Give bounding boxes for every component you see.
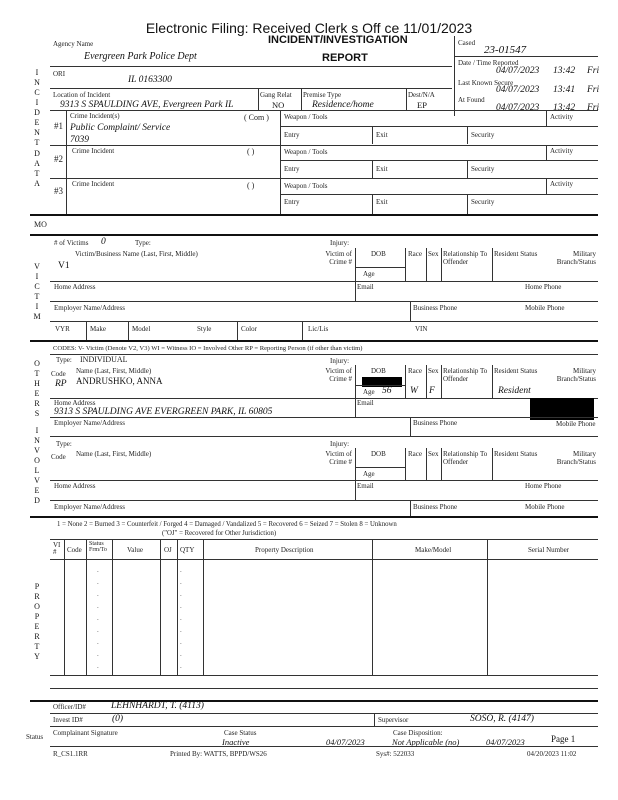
status-label: Status xyxy=(26,733,44,741)
other-home-address-label: Home Address xyxy=(54,399,96,407)
case-number: 23-01547 xyxy=(484,44,527,56)
printed-by: Printed By: WATTS, BPPD/WS26 xyxy=(170,750,267,758)
other-sex-value: F xyxy=(429,386,435,396)
ori-value: IL 0163300 xyxy=(128,75,172,85)
side-letter: O xyxy=(34,456,40,465)
vehicle-style-label: Style xyxy=(197,325,212,333)
premise-value: Residence/home xyxy=(312,100,374,110)
other-type-value: INDIVIDUAL xyxy=(80,355,128,364)
agency-label: Agency Name xyxy=(53,40,94,48)
crime2-weapon-label: Weapon / Tools xyxy=(284,148,328,156)
other-relationship-label: Relationship To Offender xyxy=(443,367,488,383)
side-letter: P xyxy=(34,582,40,591)
side-letter: P xyxy=(34,612,40,621)
victim-name-label: Victim/Business Name (Last, First, Middle) xyxy=(75,250,198,258)
victim-business-phone-label: Business Phone xyxy=(413,304,458,312)
other2-type-label: Type: xyxy=(56,440,72,448)
victim-code: V1 xyxy=(58,261,70,271)
side-letter: Y xyxy=(34,652,40,661)
last-known-day: Fri xyxy=(587,85,600,95)
crime1-com: ( Com ) xyxy=(244,113,269,122)
side-letter: I xyxy=(35,98,39,107)
vehicle-license-label: Lic/Lis xyxy=(308,325,329,333)
last-known-time: 13:41 xyxy=(553,85,576,95)
officer-value: LEHNHARDT, T. (4113) xyxy=(111,701,204,711)
victim-military-label: Military Branch/Status xyxy=(556,250,596,266)
crime3-number: #3 xyxy=(54,186,63,196)
victim-injury-label: Injury: xyxy=(330,239,350,247)
crime3-security-label: Security xyxy=(471,198,495,206)
property-legend-oj: ("OJ" = Recovered for Other Jurisdiction) xyxy=(162,530,277,537)
property-row-line xyxy=(50,559,598,560)
num-victims-value: 0 xyxy=(101,237,106,247)
invest-value: (0) xyxy=(112,714,124,724)
other-email-label: Email xyxy=(357,399,374,407)
vehicle-vin-label: VIN xyxy=(415,325,428,333)
officer-label: Officer/ID# xyxy=(53,703,86,711)
crime2-activity-label: Activity xyxy=(550,147,573,155)
disposition-label: Case Disposition: xyxy=(393,729,443,737)
crime1-security-label: Security xyxy=(471,131,495,139)
crime1-value: Public Complaint/ Service xyxy=(70,123,171,133)
dest-value: EP xyxy=(417,100,427,110)
other2-military-label: Military Branch/Status xyxy=(556,450,596,466)
date-reported: 04/07/2023 xyxy=(496,66,540,76)
other-code-label: Code xyxy=(51,370,66,378)
crime2-exit-label: Exit xyxy=(376,165,388,173)
side-letter: I xyxy=(35,302,39,311)
crime1-code: 7039 xyxy=(70,135,89,145)
property-row-dot: . xyxy=(97,626,99,634)
property-col-qty: QTY xyxy=(180,546,195,554)
location-label: Location of Incident xyxy=(53,91,111,99)
property-col-vi: VI # xyxy=(53,541,61,556)
property-row-dot: . xyxy=(97,638,99,646)
other2-sex-label: Sex xyxy=(428,450,439,458)
victim-race-label: Race xyxy=(408,250,422,258)
supervisor-label: Supervisor xyxy=(378,716,409,724)
side-letter: T xyxy=(34,169,40,178)
side-letter: D xyxy=(34,149,40,158)
complainant-label: Complainant Signature xyxy=(53,729,118,737)
side-letter: T xyxy=(34,642,40,651)
case-status-value: Inactive xyxy=(222,737,250,747)
property-row-dot: . xyxy=(97,602,99,610)
other-resident-status-label: Resident Status xyxy=(494,367,538,375)
side-letter: N xyxy=(34,436,40,445)
side-letter: T xyxy=(34,292,40,301)
side-letter: A xyxy=(34,179,40,188)
other2-code-label: Code xyxy=(51,453,66,461)
crime2-paren: ( ) xyxy=(247,147,255,156)
victim-resident-status-label: Resident Status xyxy=(494,250,538,258)
other-victim-of-label: Victim of Crime # xyxy=(325,367,352,383)
side-letter: S xyxy=(34,409,40,418)
crime3-paren: ( ) xyxy=(247,181,255,190)
property-col-serial: Serial Number xyxy=(528,546,570,554)
disposition-value: Not Applicable (no) xyxy=(392,737,460,747)
page-number: Page 1 xyxy=(551,734,576,744)
property-row-dot: . xyxy=(97,614,99,622)
case-status-date: 04/07/2023 xyxy=(326,737,365,747)
victim-relationship-label: Relationship To Offender xyxy=(443,250,488,266)
side-letter: A xyxy=(34,159,40,168)
dest-label: Dest/N/A xyxy=(408,91,435,99)
time-reported: 13:42 xyxy=(553,66,576,76)
property-row-dot: . xyxy=(180,662,182,670)
victim-type-label: Type: xyxy=(135,239,151,247)
crime2-security-label: Security xyxy=(471,165,495,173)
side-letter: I xyxy=(35,272,39,281)
property-row-dot: . xyxy=(180,578,182,586)
gang-label: Gang Relat xyxy=(260,91,292,99)
side-letter: E xyxy=(34,389,40,398)
codes-legend: CODES: V- Victim (Denote V2, V3) WI = Witness IO = Involved Other RP = Reporting Person (if other than victim) xyxy=(53,345,363,352)
property-row-dot: . xyxy=(97,662,99,670)
crime1-activity-label: Activity xyxy=(550,113,573,121)
vehicle-model-label: Model xyxy=(132,325,151,333)
other-type-label: Type: xyxy=(56,356,72,364)
side-letter: V xyxy=(34,446,40,455)
side-letter: N xyxy=(34,78,40,87)
other2-email-label: Email xyxy=(357,482,374,490)
crime2-entry-label: Entry xyxy=(284,165,300,173)
victim-home-address-label: Home Address xyxy=(54,283,96,291)
property-row-dot: . xyxy=(180,614,182,622)
other2-injury-label: Injury: xyxy=(330,440,350,448)
last-known-date: 04/07/2023 xyxy=(496,85,540,95)
side-letter: H xyxy=(34,379,40,388)
property-legend: 1 = None 2 = Burned 3 = Counterfeit / Forged 4 = Damaged / Vandalized 5 = Recovered 6 = Seized 7 = Stolen 8 = Unknown xyxy=(57,521,397,528)
ori-label: ORI xyxy=(53,70,66,78)
side-letter: R xyxy=(34,592,40,601)
at-found-day: Fri xyxy=(587,103,600,113)
crime1-weapon-label: Weapon / Tools xyxy=(284,113,328,121)
other-age-label: Age xyxy=(363,388,375,396)
crime3-activity-label: Activity xyxy=(550,180,573,188)
property-row-dot: . xyxy=(180,650,182,658)
other2-resident-status-label: Resident Status xyxy=(494,450,538,458)
crime3-label: Crime Incident xyxy=(72,180,115,188)
vehicle-color-label: Color xyxy=(241,325,257,333)
crime2-label: Crime Incident xyxy=(72,147,115,155)
invest-label: Invest ID# xyxy=(53,716,83,724)
property-row-dot: . xyxy=(180,638,182,646)
other2-name-label: Name (Last, First, Middle) xyxy=(76,450,152,458)
side-letter: I xyxy=(35,426,39,435)
side-letter: O xyxy=(34,602,40,611)
other-military-label: Military Branch/Status xyxy=(556,367,596,383)
form-title: INCIDENT/INVESTIGATION xyxy=(268,34,408,46)
side-letter: C xyxy=(34,88,40,97)
date-reported-label: Date / Time Reported xyxy=(458,59,519,67)
property-col-status: Status Frm/To xyxy=(89,541,107,553)
crime3-entry-label: Entry xyxy=(284,198,300,206)
crime1-label: Crime Incident(s) xyxy=(70,112,120,120)
form-subtitle: REPORT xyxy=(322,52,368,64)
property-row-dot: . xyxy=(180,602,182,610)
premise-label: Premise Type xyxy=(303,91,342,99)
printed-date: 04/20/2023 11:02 xyxy=(527,750,577,758)
other-injury-label: Injury: xyxy=(330,357,350,365)
side-letter: I xyxy=(35,68,39,77)
other2-race-label: Race xyxy=(408,450,422,458)
crime1-number: #1 xyxy=(54,121,63,131)
other-sex-label: Sex xyxy=(428,367,439,375)
other-dob-label: DOB xyxy=(371,367,386,375)
property-row-dot: . xyxy=(180,590,182,598)
other2-victim-of-label: Victim of Crime # xyxy=(325,450,352,466)
at-found-date: 04/07/2023 xyxy=(496,103,540,113)
case-label: Cased xyxy=(458,39,476,47)
other2-business-phone-label: Business Phone xyxy=(413,503,458,511)
property-row-dot: . xyxy=(97,590,99,598)
crime1-exit-label: Exit xyxy=(376,131,388,139)
victim-employer-label: Employer Name/Address xyxy=(54,304,125,312)
other-age-value: 56 xyxy=(382,386,392,396)
side-letter: D xyxy=(34,108,40,117)
property-row-dot: . xyxy=(97,566,99,574)
property-col-code: Code xyxy=(67,546,82,554)
system-number: Sys#: 522033 xyxy=(376,750,415,758)
num-victims-label: # of Victims xyxy=(54,239,89,247)
property-col-value: Value xyxy=(127,546,143,554)
side-letter: C xyxy=(34,282,40,291)
property-col-make: Make/Model xyxy=(415,546,452,554)
crime1-entry-label: Entry xyxy=(284,131,300,139)
other-code-value: RP xyxy=(55,379,67,389)
property-row-line xyxy=(50,688,598,689)
at-found-label: At Found xyxy=(458,96,485,104)
efiling-stamp: Electronic Filing: Received Clerk s Off ce 11/01/2023 xyxy=(145,20,473,36)
property-col-oj: OJ xyxy=(164,546,172,554)
last-known-label: Last Known Secure xyxy=(458,79,514,87)
other-race-value: W xyxy=(410,386,418,396)
other-name-label: Name (Last, First, Middle) xyxy=(76,367,152,375)
other2-age-label: Age xyxy=(363,470,375,478)
victim-email-label: Email xyxy=(357,283,374,291)
side-letter: N xyxy=(34,128,40,137)
disposition-date: 04/07/2023 xyxy=(486,737,525,747)
property-col-description: Property Description xyxy=(255,546,314,554)
side-letter: T xyxy=(34,138,40,147)
victim-age-label: Age xyxy=(363,270,375,278)
vehicle-year-label: VYR xyxy=(55,325,70,333)
agency-value: Evergreen Park Police Dept xyxy=(84,51,197,62)
property-row-dot: . xyxy=(180,626,182,634)
side-letter: D xyxy=(34,496,40,505)
property-row-dot: . xyxy=(97,578,99,586)
victim-dob-label: DOB xyxy=(371,250,386,258)
side-letter: V xyxy=(34,476,40,485)
mo-label: MO xyxy=(34,220,47,229)
other2-dob-label: DOB xyxy=(371,450,386,458)
side-letter: E xyxy=(34,118,40,127)
side-letter: O xyxy=(34,359,40,368)
vehicle-make-label: Make xyxy=(90,325,106,333)
at-found-time: 13:42 xyxy=(553,103,576,113)
property-row-line xyxy=(50,675,598,676)
side-letter: V xyxy=(34,262,40,271)
other2-employer-label: Employer Name/Address xyxy=(54,503,125,511)
side-letter: M xyxy=(33,312,41,321)
other-employer-label: Employer Name/Address xyxy=(54,419,125,427)
side-letter: L xyxy=(34,466,40,475)
supervisor-value: SOSO, R. (4147) xyxy=(470,714,534,724)
property-row-dot: . xyxy=(180,566,182,574)
other-name-value: ANDRUSHKO, ANNA xyxy=(76,376,163,386)
case-status-label: Case Status xyxy=(224,729,257,737)
victim-sex-label: Sex xyxy=(428,250,439,258)
other2-relationship-label: Relationship To Offender xyxy=(443,450,488,466)
side-letter: T xyxy=(34,369,40,378)
crime3-exit-label: Exit xyxy=(376,198,388,206)
side-letter: R xyxy=(34,399,40,408)
form-id: R_CS1.1RR xyxy=(53,750,88,758)
crime3-weapon-label: Weapon / Tools xyxy=(284,182,328,190)
other-race-label: Race xyxy=(408,367,422,375)
other-mobile-phone-label: Mobile Phone xyxy=(556,420,596,428)
gang-value: NO xyxy=(272,100,285,110)
property-row-dot: . xyxy=(97,650,99,658)
crime2-number: #2 xyxy=(54,154,63,164)
other-business-phone-label: Business Phone xyxy=(413,419,458,427)
side-letter: R xyxy=(34,632,40,641)
side-letter: E xyxy=(34,622,40,631)
victim-of-label: Victim of Crime # xyxy=(325,250,352,266)
other2-home-phone-label: Home Phone xyxy=(525,482,562,490)
victim-mobile-phone-label: Mobile Phone xyxy=(525,304,565,312)
other2-mobile-phone-label: Mobile Phone xyxy=(525,503,565,511)
other-resident-status-value: Resident xyxy=(498,386,531,396)
day-reported: Fri xyxy=(587,66,600,76)
other2-home-address-label: Home Address xyxy=(54,482,96,490)
victim-home-phone-label: Home Phone xyxy=(525,283,562,291)
side-letter: E xyxy=(34,486,40,495)
other-home-address-value: 9313 S SPAULDING AVE EVERGREEN PARK, IL 60805 xyxy=(54,407,273,417)
location-value: 9313 S SPAULDING AVE, Evergreen Park IL xyxy=(60,100,234,110)
